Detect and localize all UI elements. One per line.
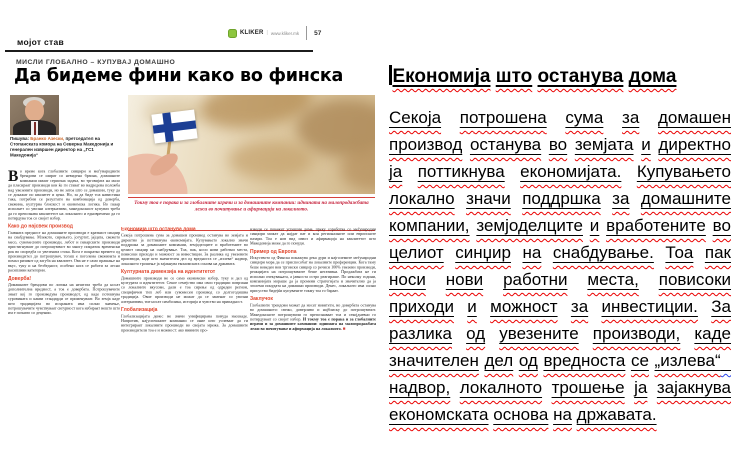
column-subheading: Доверба! [8,275,32,282]
underlined-word: Тоа [665,243,694,262]
byline-author-name: Бранко Азески, [30,136,65,141]
underlined-word: останува [469,135,542,154]
underlined-word: можност [490,297,558,316]
flag-cross-vertical [162,112,173,142]
underlined-word: ја [389,162,403,181]
magazine-logo [228,25,321,41]
body-paragraph: Во време кога глобалните синџири и меѓународните брендови се шират со невидена брзина, домашните компании имаат сериозна задача, во трговијата на мало да пласираат производи кои ќе ги стават во надредена положба над увезените производи, но не затоа што се домашни, туку да се докажат по квалитет и цена. Но, за да биде тоа навистина така, потребни се резултати на комбинација од доверба, свежина, културна блискост и економска логика. Во пазар исполнет со увозни алтернативи, македонскиот купувач треба да го препознава квалитетот на локалното и едновремено да го потврдува тоа со својот избор. [8,169,120,221]
underlined-word: трошење [551,378,625,397]
underlined-word: „излева“ [654,351,721,370]
portrait-face [25,100,44,121]
column-subheading: Економија што останува дома [121,227,196,232]
underlined-word: пак [704,243,731,262]
underlined-word: места, [587,270,639,289]
underlined-word: за [570,297,589,316]
underlined-word: повисоки [658,270,732,289]
underlined-word: и [641,135,651,154]
drop-cap: В [8,169,19,185]
underlined-word: значителен [389,351,479,370]
author-portrait-photo [10,95,59,135]
underlined-word: разлика [389,324,453,343]
underlined-word: Купувањето [636,162,731,181]
kliker-logo-icon [228,29,237,38]
article-column-1 [8,169,120,457]
underlined-word: компании, [389,216,470,235]
underlined-word: поттикнува [417,162,505,181]
underlined-word: и [467,297,477,316]
column-subheading: Глобализација [121,307,158,313]
underlined-word: останува [537,66,624,87]
kliker-logo-text: KLIKER [240,30,264,36]
header-divider [306,26,307,40]
article-column-3 [250,227,376,458]
underlined-word: за [612,189,630,208]
column-subheading: Пример од Европа [250,248,297,255]
underlined-word: вработените [606,216,706,235]
document-editor-text-area[interactable] [389,64,731,464]
underlined-word: што [495,66,533,87]
column-subheading: Како до најсвеж производ [8,223,73,230]
document-paragraph [389,104,731,428]
photo-caption: Токму тоа е порака и за глобалните играчи и за домашните компании: иднината на малопродажбата лежи во почитување и афирмација на локалното. [128,197,375,231]
body-paragraph: Глобалните трендови можат да носат новитети, но довербата останува во домашното: свежо, доверливо и најблиску до потрошувачот. Македонските потрошувачи го препознаваат тоа и секојдневно го потврдуваат со својот избор. И токму тоа е порака и за глобалните играчи и за домашните компании: иднината на малопродажбата лежи во почитување и афирмација на локалното. ■ [250,302,376,331]
underlined-word: од [466,324,486,343]
header-rule [5,50,313,52]
finland-flag [151,109,197,143]
underlined-word: нови [445,270,484,289]
underlined-word: домашен [657,108,731,127]
underlined-word: основа [493,405,549,424]
underlined-word: синџир [455,243,511,262]
portrait-tie [34,122,37,135]
section-label: мојот став [17,37,65,47]
underlined-word: за [622,108,640,127]
byline [10,136,122,168]
map-blur-patch [228,141,313,179]
underlined-word: државата. [576,405,657,424]
document-heading [389,64,731,90]
underlined-word: од [518,351,538,370]
underlined-word: носи [389,270,426,289]
article-kicker: МИСЛИ ГЛОБАЛНО – КУПУВАЈ ДОМАШНО [16,59,176,66]
column-subheading: Заклучок [250,296,273,302]
body-paragraph: Глобализацијата денес не значи унифицирана понуда насекаде. Напротив, најуспешните компании се оние што успеваат да ги интегрираат локалните производи во својата мрежа. За домашните производители тоа е и можност: ако нивните про- [121,313,248,333]
underlined-word: приходи [389,297,454,316]
article-end-mark: ■ [341,325,346,331]
underlined-word: локално [389,189,455,208]
underlined-word: поддршка [522,189,601,208]
byline-role: претседател на Стопанската комора на Северна Македонија и генерален извршен директор на „ГС1 Македонија“ [10,136,114,158]
underlined-word: домашните [640,189,731,208]
underlined-word: на [522,243,542,262]
underlined-word: Секоја [389,108,442,127]
grammar-squiggle [721,351,731,370]
body-paragraph: Домашните брендови по логика на нештата треба да носат дополнителна вредност, а тоа е довербата. Потрошувачите знаат кој го произведува производот, од каде потекнува суровината и какви стандарди се применуваат. Во земја каде што традицијата во исхраната има силно значење, потрошувачите чувствуваат сигурност кога избираат нешто што им е познато со децении. [8,282,120,316]
underlined-word: во [712,216,731,235]
underlined-word: зајакнува [656,378,731,397]
underlined-word: значи [466,189,511,208]
article-title: Да бидеме фини како во финска [14,66,344,86]
logo-separator: | [266,30,268,36]
body-paragraph: Домашните производи не се само економски избор, туку и дел од културата и идентитетот. Секое семејство има свои традиции поврзани со локалните вкусови, дали е тоа сирење од одреден регион, специфичен тип леб или сувомесен производ со долгогодишна традиција. Овие производи не можат да се заменат со увозни алтернативи, тие носат симболика, историја и чувство на припадност. [121,275,248,304]
underlined-word: надвор, [389,378,451,397]
kliker-url: www.kliker.mk [270,30,300,36]
underlined-word: дома [628,66,677,87]
underlined-word: земјата [574,135,634,154]
body-paragraph: Главната предност на домашните производи е краткиот синџир на снабдување. Млекото, сирењето, јогуртот, јајцата, свежото месо, сувомесните производи, лебот и пекарските производи пристигнуваат до потрошувачот во многу пократок временски рок во споредба со увезената стока. Кога е пократко времето од производител до потрошувач, тогаш е поголема свежината и помал ризикот од загуба на квалитет. Ова не е само прашање на вкус, туку и на безбедност, особено кога се работи за лесно расипливи категории. [8,230,120,273]
underlined-word: директно [658,135,731,154]
underlined-word: производи, [592,324,681,343]
article-column-2 [121,227,248,458]
underlined-word: работни [503,270,568,289]
underlined-word: инвестиции. [601,297,698,316]
underlined-word: сума [565,108,604,127]
underlined-word: увезените [499,324,579,343]
page-number: 57 [314,29,322,37]
underlined-word: производ [389,135,463,154]
underlined-word: дел [484,351,514,370]
body-paragraph: изводи се покажат успешни дома, преку соработка со меѓународни синџири можат да најдат пат и кон регионалните или европските пазари. Тоа е нов вид извоз и афирмација на квалитетот што Македонија може да го понуди. [250,227,376,246]
underlined-word: вредноста [543,351,626,370]
underlined-word: на [553,405,572,424]
underlined-word: снабдување. [552,243,654,262]
underlined-word: локалното [459,378,543,397]
flag-cross-horizontal [153,120,197,133]
text-cursor [389,65,392,85]
underlined-word: Економија [392,66,491,87]
underlined-word: каде [694,324,731,343]
underlined-word: во [548,135,568,154]
body-paragraph: Искуството од Финска покажува дека дури и најголемите меѓународни синџири мора да се приспособат на локалните преференции. Кога таму беше воведен нов трговски синџир со речиси 100% увезени производи, реакцијата на потрошувачите беше негативна. Продажбата не ги исполни очекувањата, а јавноста остро реагираше. По неколку години, компанијата мораше да ја промени стратегијата и значително да ја зголеми понудата на домашни производи. Денес, локалното има силно присуство бидејќи купувачите токму тоа го бараат. [250,255,376,293]
finland-flag-photo [128,95,375,194]
underlined-word: економијата. [520,162,622,181]
underlined-word: економската [389,405,489,424]
underlined-word: ја [634,378,648,397]
underlined-word: целиот [389,243,444,262]
column-subheading: Културната димензија на идентитетот [121,269,216,275]
byline-prefix: Пишува: [10,136,31,141]
body-paragraph: Секоја потрошена сума за домашен производ останува во земјата и директно ја поттикнува економијата. Купувањето локално значи поддршка за домашните компании, земјоделците и вработените во целиот синџир на снабдување. Тоа, пак, носи нови работни места, повисоки приходи и можност за инвестиции. За разлика од увезените производи, каде што значителен дел од вредноста се „излева“ надвор, локалното трошење ја зајакнува економската основа на државата. [121,233,248,266]
underlined-word: За [711,297,731,316]
underlined-word: се [630,351,649,370]
underlined-word: земјоделците [476,216,583,235]
underlined-word: потрошена [459,108,547,127]
bold-closing-sentence: И токму тоа е порака и за глобалните играчи и за домашните компании: иднината на малопродажбата лежи во почитување и афирмација на локалното. [250,316,376,331]
underlined-word: и [589,216,600,235]
